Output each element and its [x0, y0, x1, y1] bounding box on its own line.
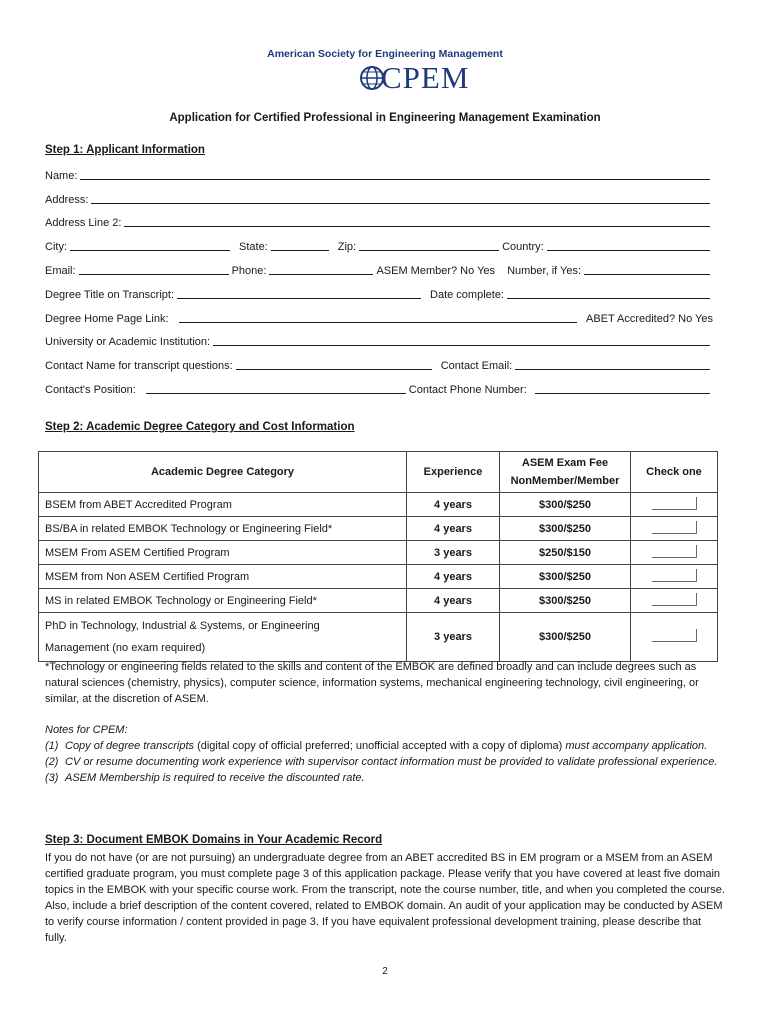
phone-label: Phone: — [231, 265, 267, 277]
row-check-cell — [631, 589, 718, 613]
name-label: Name: — [45, 170, 78, 182]
state-field[interactable] — [271, 250, 329, 251]
row-experience: 4 years — [407, 517, 500, 541]
footnote: *Technology or engineering fields related to the skills and content of the EMBOK are defined broadly and can include degrees such as natural sciences (chemistry, physics), computer science, information systems, mechanical engineering technology, civil engineering, or similar, at the discretion of ASEM. — [45, 661, 699, 705]
abet-label: ABET Accredited? No Yes — [586, 313, 713, 325]
degree-home-label: Degree Home Page Link: — [45, 313, 169, 325]
address2-field[interactable] — [124, 226, 710, 227]
col-experience: Experience — [407, 452, 500, 493]
note-number: (1) — [45, 740, 59, 752]
contact-phone-label: Contact Phone Number: — [408, 384, 527, 396]
contact-name-row — [45, 356, 713, 372]
zip-field[interactable] — [359, 250, 499, 251]
page-title: Application for Certified Professional in Engineering Management Examination — [169, 112, 601, 124]
row-category: MSEM From ASEM Certified Program — [39, 541, 407, 565]
row-fee: $300/$250 — [500, 565, 631, 589]
degree-title-label: Degree Title on Transcript: — [45, 289, 175, 301]
degree-home-field[interactable] — [179, 322, 577, 323]
city-row — [45, 237, 713, 253]
address-field[interactable] — [91, 203, 710, 204]
contact-name-label: Contact Name for transcript questions: — [45, 360, 233, 372]
contact-email-label: Contact Email: — [440, 360, 513, 372]
row-experience: 4 years — [407, 565, 500, 589]
degree-category-table — [38, 451, 718, 662]
table-row — [39, 589, 718, 613]
degree-title-field[interactable] — [177, 298, 421, 299]
note-item — [45, 738, 725, 754]
row-fee: $300/$250 — [500, 517, 631, 541]
row-category-line2: Management (no exam required) — [45, 642, 206, 654]
state-label: State: — [239, 241, 268, 253]
contact-email-field[interactable] — [515, 369, 710, 370]
row-fee: $300/$250 — [500, 613, 631, 662]
row-fee: $300/$250 — [500, 589, 631, 613]
table-row — [39, 565, 718, 589]
row-check-cell — [631, 565, 718, 589]
address-row — [45, 190, 713, 206]
step3-heading: Step 3: Document EMBOK Domains in Your Academic Record — [45, 834, 383, 846]
row-category: MSEM from Non ASEM Certified Program — [39, 565, 407, 589]
member-number-field[interactable] — [584, 274, 710, 275]
row-check-cell — [631, 541, 718, 565]
col-category: Academic Degree Category — [39, 452, 407, 493]
col-fee — [500, 452, 631, 493]
university-label: University or Academic Institution: — [45, 336, 211, 348]
row-category-line1: PhD in Technology, Industrial & Systems, or Engineering — [45, 620, 320, 632]
page-number: 2 — [382, 966, 388, 977]
zip-label: Zip: — [337, 241, 357, 253]
phone-field[interactable] — [269, 274, 373, 275]
check-box[interactable] — [652, 629, 697, 642]
note-item — [45, 754, 725, 770]
table-header-row — [39, 452, 718, 493]
country-label: Country: — [502, 241, 544, 253]
row-check-cell — [631, 613, 718, 662]
contact-phone-field[interactable] — [535, 393, 710, 394]
cpem-logo — [355, 62, 475, 96]
row-category: BS/BA in related EMBOK Technology or Engineering Field* — [39, 517, 407, 541]
note-item — [45, 770, 725, 786]
row-fee: $300/$250 — [500, 493, 631, 517]
check-box[interactable] — [652, 593, 697, 606]
note-text-plain: (digital copy of official preferred; unofficial accepted with a copy of diploma) — [197, 740, 563, 752]
table-row — [39, 541, 718, 565]
row-fee: $250/$150 — [500, 541, 631, 565]
note-text: CV or resume documenting work experience with supervisor contact information must be provided to validate professional experience. — [65, 756, 718, 768]
degree-home-row — [45, 309, 713, 325]
note-text: must accompany application. — [562, 740, 708, 752]
step3-body: If you do not have (or are not pursuing) an undergraduate degree from an ABET accredited BS in EM program or a MSEM from an ASEM certified graduate program, you must complete page 3 of this application package. Please verify that you have covered at least five domain topics in the EMBOK with your specific course work. From the transcript, note the course number, title, and when you completed the course. Also, include a brief description of the content covered, related to EMBOK domain. An audit of your application may be conducted by ASEM to verify course information / content provided in page 3. If you have equivalent professional development training, please describe that fully. — [45, 852, 725, 944]
city-label: City: — [45, 241, 67, 253]
check-box[interactable] — [652, 569, 697, 582]
university-row — [45, 332, 713, 348]
check-box[interactable] — [652, 497, 697, 510]
asem-member-label: ASEM Member? No Yes — [376, 265, 496, 277]
email-field[interactable] — [79, 274, 229, 275]
check-box[interactable] — [652, 545, 697, 558]
date-complete-field[interactable] — [507, 298, 710, 299]
check-box[interactable] — [652, 521, 697, 534]
email-label: Email: — [45, 265, 76, 277]
note-number: (3) — [45, 772, 59, 784]
contact-position-field[interactable] — [146, 393, 406, 394]
contact-name-field[interactable] — [236, 369, 432, 370]
row-experience: 3 years — [407, 541, 500, 565]
col-check: Check one — [631, 452, 718, 493]
country-field[interactable] — [547, 250, 710, 251]
row-category — [39, 613, 407, 662]
fee-header-line2: NonMember/Member — [510, 475, 620, 487]
table-row — [39, 517, 718, 541]
address-label: Address: — [45, 194, 89, 206]
address2-label: Address Line 2: — [45, 217, 122, 229]
number-if-yes-label: Number, if Yes: — [507, 265, 582, 277]
row-experience: 4 years — [407, 589, 500, 613]
logo-text: CPEM — [381, 60, 470, 95]
org-name: American Society for Engineering Management — [267, 48, 503, 60]
note-number: (2) — [45, 756, 59, 768]
note-text: Copy of degree transcripts — [65, 740, 198, 752]
row-category: BSEM from ABET Accredited Program — [39, 493, 407, 517]
row-experience: 3 years — [407, 613, 500, 662]
university-field[interactable] — [213, 345, 710, 346]
city-field[interactable] — [70, 250, 230, 251]
row-experience: 4 years — [407, 493, 500, 517]
table-row — [39, 613, 718, 662]
row-category: MS in related EMBOK Technology or Engineering Field* — [39, 589, 407, 613]
row-check-cell — [631, 493, 718, 517]
step1-heading: Step 1: Applicant Information — [45, 144, 205, 156]
contact-position-row — [45, 380, 713, 396]
note-text: ASEM Membership is required to receive the discounted rate. — [65, 772, 365, 784]
fee-header-line1: ASEM Exam Fee — [521, 457, 609, 469]
degree-title-row — [45, 285, 713, 301]
row-check-cell — [631, 517, 718, 541]
notes-block — [45, 722, 725, 786]
name-field[interactable] — [80, 179, 710, 180]
date-complete-label: Date complete: — [430, 289, 504, 301]
notes-heading: Notes for CPEM: — [45, 724, 128, 736]
email-row — [45, 261, 713, 277]
contact-position-label: Contact's Position: — [45, 384, 136, 396]
step2-heading: Step 2: Academic Degree Category and Cost Information — [45, 421, 355, 433]
address2-row — [45, 213, 713, 229]
name-row — [45, 166, 713, 182]
table-row — [39, 493, 718, 517]
